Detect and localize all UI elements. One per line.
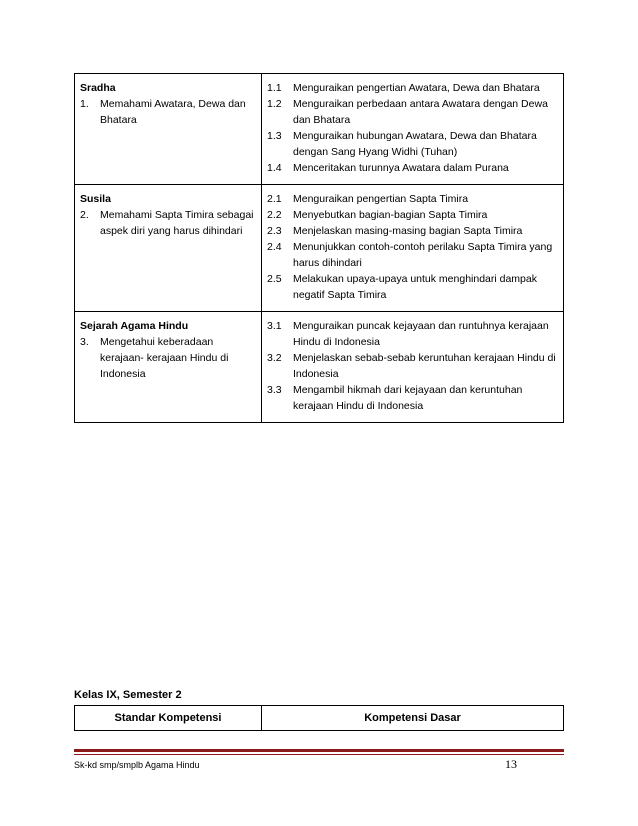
footer-doc-title: Sk-kd smp/smplb Agama Hindu [74,760,200,770]
kd-text: Menyebutkan bagian-bagian Sapta Timira [293,209,488,221]
kd-text: Menjelaskan masing-masing bagian Sapta Timira [293,225,523,237]
kd-number: 2.2 [267,209,282,221]
kd-text: Menguraikan pengertian Sapta Timira [293,193,469,205]
kd-text: Menguraikan puncak kejayaan dan runtuhnya kerajaan Hindu di Indonesia [293,320,549,348]
competency-rows [75,74,564,423]
standar-kompetensi-cell [75,312,262,423]
sk-text: Memahami Awatara, Dewa dan Bhatara [100,98,246,126]
competency-row [75,185,564,312]
kd-number: 1.2 [267,98,282,110]
header-standar-kompetensi: Standar Kompetensi [75,706,262,731]
standar-kompetensi-cell [75,185,262,312]
sk-item [80,207,257,239]
kd-text: Menjelaskan sebab-sebab keruntuhan kerajaan Hindu di Indonesia [293,352,556,380]
kd-text: Menguraikan pengertian Awatara, Dewa dan Bhatara [293,82,540,94]
sk-title: Susila [80,193,111,205]
sk-text: Memahami Sapta Timira sebagai aspek diri yang harus dihindari [100,209,254,237]
kd-number: 1.4 [267,162,282,174]
kd-number: 2.5 [267,273,282,285]
kd-item [267,271,559,303]
kd-item [267,80,559,96]
kd-number: 1.3 [267,130,282,142]
competency-row [75,74,564,185]
kd-item [267,318,559,350]
kd-number: 3.1 [267,320,282,332]
sk-number: 3. [80,336,89,348]
kompetensi-dasar-cell [262,312,564,423]
header-table [74,705,564,731]
kelas-heading: Kelas IX, Semester 2 [74,689,182,701]
kd-item [267,160,559,176]
sk-item [80,96,257,128]
kd-number: 1.1 [267,82,282,94]
kd-item [267,223,559,239]
kd-item [267,382,559,414]
sk-text: Mengetahui keberadaan kerajaan- kerajaan Hindu di Indonesia [100,336,229,380]
kd-item [267,128,559,160]
kd-text: Menunjukkan contoh-contoh perilaku Sapta Timira yang harus dihindari [293,241,553,269]
kd-text: Mengambil hikmah dari kejayaan dan keruntuhan kerajaan Hindu di Indonesia [293,384,523,412]
kd-number: 2.4 [267,241,282,253]
kd-text: Menguraikan perbedaan antara Awatara dengan Dewa dan Bhatara [293,98,548,126]
sk-number: 2. [80,209,89,221]
kompetensi-dasar-cell [262,74,564,185]
sk-title: Sejarah Agama Hindu [80,320,189,332]
page-number: 13 [505,757,517,771]
kd-number: 3.3 [267,384,282,396]
sk-number: 1. [80,98,89,110]
kd-item [267,191,559,207]
kd-text: Menceritakan turunnya Awatara dalam Purana [293,162,509,174]
standar-kompetensi-cell [75,74,262,185]
competency-row [75,312,564,423]
kd-item [267,207,559,223]
kd-text: Menguraikan hubungan Awatara, Dewa dan Bhatara dengan Sang Hyang Widhi (Tuhan) [293,130,537,158]
header-row [75,706,564,731]
kd-item [267,350,559,382]
competency-table [74,73,564,423]
kd-item [267,96,559,128]
kompetensi-dasar-cell [262,185,564,312]
kd-number: 2.1 [267,193,282,205]
kd-number: 3.2 [267,352,282,364]
header-kompetensi-dasar: Kompetensi Dasar [262,706,564,731]
footer-rule-thin [74,754,564,755]
sk-title: Sradha [80,82,116,94]
kd-text: Melakukan upaya-upaya untuk menghindari dampak negatif Sapta Timira [293,273,537,301]
kd-item [267,239,559,271]
footer-rule-thick [74,749,564,752]
kd-number: 2.3 [267,225,282,237]
sk-item [80,334,257,382]
